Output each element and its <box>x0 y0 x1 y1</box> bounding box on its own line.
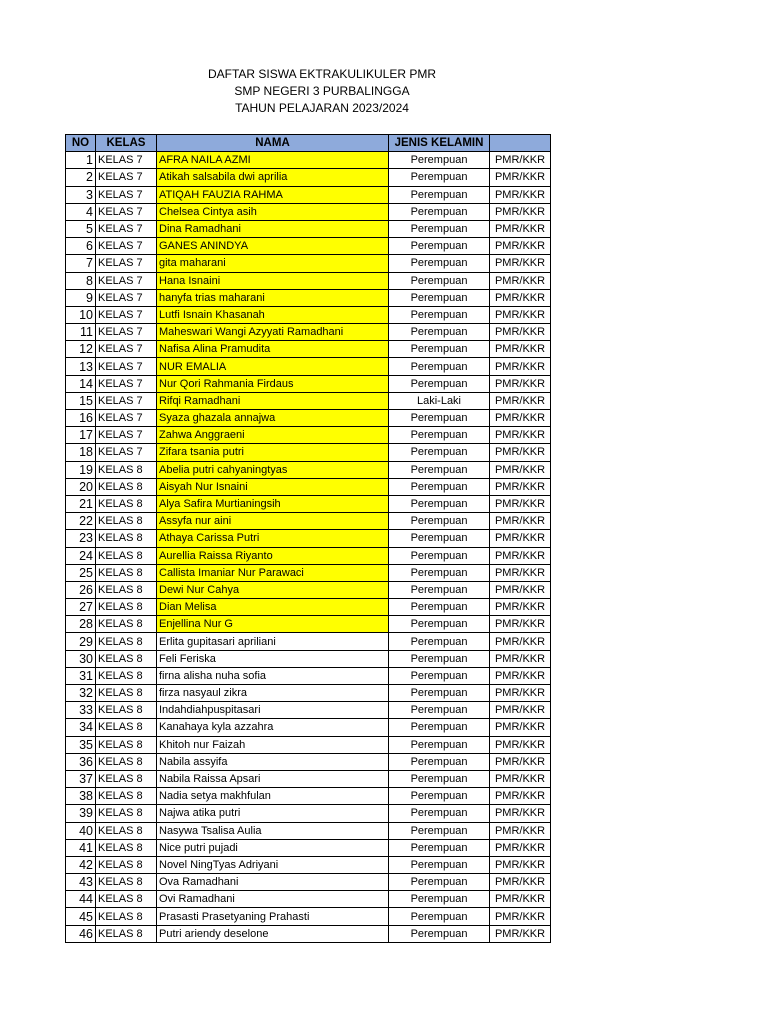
cell-no: 40 <box>66 822 96 839</box>
cell-kelas: KELAS 7 <box>96 375 157 392</box>
table-row <box>66 152 551 169</box>
cell-keterangan: PMR/KKR <box>490 169 551 186</box>
cell-keterangan: PMR/KKR <box>490 392 551 409</box>
cell-jenis-kelamin: Perempuan <box>389 220 490 237</box>
cell-kelas: KELAS 8 <box>96 495 157 512</box>
table-row <box>66 685 551 702</box>
cell-kelas: KELAS 7 <box>96 152 157 169</box>
table-row <box>66 255 551 272</box>
header-nama: NAMA <box>157 135 389 152</box>
cell-kelas: KELAS 8 <box>96 547 157 564</box>
cell-kelas: KELAS 8 <box>96 616 157 633</box>
cell-no: 46 <box>66 925 96 942</box>
cell-jenis-kelamin: Perempuan <box>389 822 490 839</box>
cell-jenis-kelamin: Perempuan <box>389 169 490 186</box>
cell-kelas: KELAS 7 <box>96 203 157 220</box>
cell-kelas: KELAS 8 <box>96 564 157 581</box>
cell-no: 10 <box>66 306 96 323</box>
table-row <box>66 667 551 684</box>
cell-no: 16 <box>66 410 96 427</box>
cell-kelas: KELAS 8 <box>96 513 157 530</box>
cell-keterangan: PMR/KKR <box>490 856 551 873</box>
cell-no: 37 <box>66 770 96 787</box>
cell-no: 14 <box>66 375 96 392</box>
table-row <box>66 461 551 478</box>
cell-nama: Rifqi Ramadhani <box>157 392 389 409</box>
cell-no: 3 <box>66 186 96 203</box>
cell-no: 21 <box>66 495 96 512</box>
table-row <box>66 169 551 186</box>
cell-no: 27 <box>66 599 96 616</box>
cell-keterangan: PMR/KKR <box>490 324 551 341</box>
cell-no: 13 <box>66 358 96 375</box>
cell-keterangan: PMR/KKR <box>490 513 551 530</box>
table-row <box>66 547 551 564</box>
cell-keterangan: PMR/KKR <box>490 685 551 702</box>
cell-no: 9 <box>66 289 96 306</box>
cell-nama: Novel NingTyas Adriyani <box>157 856 389 873</box>
table-row <box>66 805 551 822</box>
cell-keterangan: PMR/KKR <box>490 306 551 323</box>
header-keterangan <box>490 135 551 152</box>
cell-jenis-kelamin: Perempuan <box>389 856 490 873</box>
cell-jenis-kelamin: Perempuan <box>389 152 490 169</box>
table-row <box>66 444 551 461</box>
cell-nama: Chelsea Cintya asih <box>157 203 389 220</box>
table-row <box>66 289 551 306</box>
cell-no: 45 <box>66 908 96 925</box>
cell-kelas: KELAS 8 <box>96 530 157 547</box>
header-kelas: KELAS <box>96 135 157 152</box>
cell-nama: Erlita gupitasari apriliani <box>157 633 389 650</box>
table-row <box>66 478 551 495</box>
cell-kelas: KELAS 7 <box>96 306 157 323</box>
cell-jenis-kelamin: Perempuan <box>389 495 490 512</box>
cell-jenis-kelamin: Perempuan <box>389 719 490 736</box>
cell-nama: Nabila Raissa Apsari <box>157 770 389 787</box>
table-row <box>66 186 551 203</box>
cell-jenis-kelamin: Perempuan <box>389 530 490 547</box>
table-row <box>66 358 551 375</box>
table-row <box>66 392 551 409</box>
cell-jenis-kelamin: Perempuan <box>389 255 490 272</box>
cell-nama: Hana Isnaini <box>157 272 389 289</box>
cell-nama: Nasywa Tsalisa Aulia <box>157 822 389 839</box>
cell-keterangan: PMR/KKR <box>490 839 551 856</box>
cell-keterangan: PMR/KKR <box>490 186 551 203</box>
cell-keterangan: PMR/KKR <box>490 203 551 220</box>
cell-no: 32 <box>66 685 96 702</box>
cell-no: 41 <box>66 839 96 856</box>
cell-nama: Ova Ramadhani <box>157 874 389 891</box>
cell-keterangan: PMR/KKR <box>490 891 551 908</box>
cell-no: 35 <box>66 736 96 753</box>
cell-keterangan: PMR/KKR <box>490 478 551 495</box>
cell-keterangan: PMR/KKR <box>490 375 551 392</box>
cell-no: 25 <box>66 564 96 581</box>
cell-kelas: KELAS 8 <box>96 856 157 873</box>
cell-jenis-kelamin: Perempuan <box>389 444 490 461</box>
cell-keterangan: PMR/KKR <box>490 736 551 753</box>
title-line-1: DAFTAR SISWA EKTRAKULIKULER PMR <box>207 67 437 81</box>
table-header-row <box>66 135 551 152</box>
table-row <box>66 788 551 805</box>
cell-jenis-kelamin: Perempuan <box>389 478 490 495</box>
cell-no: 29 <box>66 633 96 650</box>
cell-nama: Dian Melisa <box>157 599 389 616</box>
cell-jenis-kelamin: Perempuan <box>389 891 490 908</box>
cell-kelas: KELAS 8 <box>96 736 157 753</box>
table-row <box>66 770 551 787</box>
cell-no: 38 <box>66 788 96 805</box>
table-row <box>66 220 551 237</box>
cell-kelas: KELAS 8 <box>96 702 157 719</box>
cell-kelas: KELAS 7 <box>96 186 157 203</box>
cell-nama: Khitoh nur Faizah <box>157 736 389 753</box>
cell-no: 20 <box>66 478 96 495</box>
cell-jenis-kelamin: Perempuan <box>389 186 490 203</box>
table-row <box>66 908 551 925</box>
cell-no: 39 <box>66 805 96 822</box>
cell-kelas: KELAS 8 <box>96 461 157 478</box>
cell-jenis-kelamin: Perempuan <box>389 753 490 770</box>
cell-keterangan: PMR/KKR <box>490 874 551 891</box>
cell-no: 26 <box>66 581 96 598</box>
cell-kelas: KELAS 8 <box>96 925 157 942</box>
cell-nama: gita maharani <box>157 255 389 272</box>
cell-nama: firna alisha nuha sofia <box>157 667 389 684</box>
cell-nama: Alya Safira Murtianingsih <box>157 495 389 512</box>
cell-keterangan: PMR/KKR <box>490 702 551 719</box>
cell-nama: Zifara tsania putri <box>157 444 389 461</box>
cell-nama: Ovi Ramadhani <box>157 891 389 908</box>
cell-keterangan: PMR/KKR <box>490 547 551 564</box>
cell-kelas: KELAS 8 <box>96 891 157 908</box>
cell-nama: Aisyah Nur Isnaini <box>157 478 389 495</box>
cell-nama: Maheswari Wangi Azyyati Ramadhani <box>157 324 389 341</box>
cell-jenis-kelamin: Perempuan <box>389 770 490 787</box>
table-row <box>66 736 551 753</box>
cell-kelas: KELAS 8 <box>96 874 157 891</box>
cell-nama: Callista Imaniar Nur Parawaci <box>157 564 389 581</box>
table-row <box>66 702 551 719</box>
cell-nama: Feli Feriska <box>157 650 389 667</box>
cell-kelas: KELAS 8 <box>96 770 157 787</box>
cell-jenis-kelamin: Perempuan <box>389 358 490 375</box>
cell-nama: Atikah salsabila dwi aprilia <box>157 169 389 186</box>
title-line-3: TAHUN PELAJARAN 2023/2024 <box>235 101 409 115</box>
cell-nama: Indahdiahpuspitasari <box>157 702 389 719</box>
cell-jenis-kelamin: Perempuan <box>389 685 490 702</box>
cell-jenis-kelamin: Perempuan <box>389 874 490 891</box>
cell-no: 33 <box>66 702 96 719</box>
table-row <box>66 238 551 255</box>
cell-kelas: KELAS 8 <box>96 667 157 684</box>
table-row <box>66 581 551 598</box>
cell-keterangan: PMR/KKR <box>490 444 551 461</box>
cell-kelas: KELAS 8 <box>96 581 157 598</box>
cell-nama: Nur Qori Rahmania Firdaus <box>157 375 389 392</box>
cell-jenis-kelamin: Perempuan <box>389 581 490 598</box>
cell-kelas: KELAS 7 <box>96 272 157 289</box>
table-row <box>66 753 551 770</box>
table-row <box>66 633 551 650</box>
table-row <box>66 203 551 220</box>
cell-jenis-kelamin: Perempuan <box>389 564 490 581</box>
cell-nama: hanyfa trias maharani <box>157 289 389 306</box>
cell-nama: ATIQAH FAUZIA RAHMA <box>157 186 389 203</box>
header-no: NO <box>66 135 96 152</box>
cell-keterangan: PMR/KKR <box>490 410 551 427</box>
cell-no: 24 <box>66 547 96 564</box>
cell-keterangan: PMR/KKR <box>490 908 551 925</box>
cell-no: 34 <box>66 719 96 736</box>
cell-no: 2 <box>66 169 96 186</box>
cell-no: 22 <box>66 513 96 530</box>
cell-nama: Nadia setya makhfulan <box>157 788 389 805</box>
table-row <box>66 925 551 942</box>
cell-kelas: KELAS 7 <box>96 392 157 409</box>
cell-no: 15 <box>66 392 96 409</box>
cell-nama: Dewi Nur Cahya <box>157 581 389 598</box>
cell-no: 4 <box>66 203 96 220</box>
cell-keterangan: PMR/KKR <box>490 341 551 358</box>
cell-keterangan: PMR/KKR <box>490 581 551 598</box>
cell-jenis-kelamin: Perempuan <box>389 736 490 753</box>
cell-kelas: KELAS 8 <box>96 822 157 839</box>
cell-jenis-kelamin: Perempuan <box>389 341 490 358</box>
table-row <box>66 616 551 633</box>
cell-kelas: KELAS 8 <box>96 839 157 856</box>
table-row <box>66 564 551 581</box>
cell-kelas: KELAS 8 <box>96 908 157 925</box>
cell-kelas: KELAS 7 <box>96 169 157 186</box>
cell-jenis-kelamin: Perempuan <box>389 513 490 530</box>
cell-nama: GANES ANINDYA <box>157 238 389 255</box>
cell-keterangan: PMR/KKR <box>490 805 551 822</box>
cell-no: 17 <box>66 427 96 444</box>
cell-no: 8 <box>66 272 96 289</box>
cell-jenis-kelamin: Perempuan <box>389 238 490 255</box>
cell-keterangan: PMR/KKR <box>490 358 551 375</box>
cell-keterangan: PMR/KKR <box>490 289 551 306</box>
table-row <box>66 719 551 736</box>
cell-kelas: KELAS 7 <box>96 289 157 306</box>
cell-jenis-kelamin: Laki-Laki <box>389 392 490 409</box>
cell-kelas: KELAS 8 <box>96 650 157 667</box>
cell-nama: Najwa atika putri <box>157 805 389 822</box>
cell-kelas: KELAS 8 <box>96 719 157 736</box>
header-jenis-kelamin: JENIS KELAMIN <box>389 135 490 152</box>
cell-kelas: KELAS 7 <box>96 444 157 461</box>
cell-jenis-kelamin: Perempuan <box>389 461 490 478</box>
cell-nama: Syaza ghazala annajwa <box>157 410 389 427</box>
cell-jenis-kelamin: Perempuan <box>389 410 490 427</box>
cell-kelas: KELAS 8 <box>96 685 157 702</box>
table-row <box>66 324 551 341</box>
cell-kelas: KELAS 8 <box>96 599 157 616</box>
cell-nama: firza nasyaul zikra <box>157 685 389 702</box>
cell-no: 18 <box>66 444 96 461</box>
cell-no: 30 <box>66 650 96 667</box>
cell-jenis-kelamin: Perempuan <box>389 667 490 684</box>
cell-jenis-kelamin: Perempuan <box>389 908 490 925</box>
cell-keterangan: PMR/KKR <box>490 152 551 169</box>
cell-jenis-kelamin: Perempuan <box>389 702 490 719</box>
cell-jenis-kelamin: Perempuan <box>389 547 490 564</box>
table-row <box>66 856 551 873</box>
cell-no: 31 <box>66 667 96 684</box>
cell-nama: Nice putri pujadi <box>157 839 389 856</box>
table-row <box>66 513 551 530</box>
cell-kelas: KELAS 7 <box>96 358 157 375</box>
title-line-2: SMP NEGERI 3 PURBALINGGA <box>234 84 410 98</box>
cell-jenis-kelamin: Perempuan <box>389 599 490 616</box>
cell-no: 12 <box>66 341 96 358</box>
table-row <box>66 272 551 289</box>
cell-jenis-kelamin: Perempuan <box>389 324 490 341</box>
cell-jenis-kelamin: Perempuan <box>389 289 490 306</box>
cell-jenis-kelamin: Perempuan <box>389 633 490 650</box>
cell-keterangan: PMR/KKR <box>490 530 551 547</box>
cell-nama: Assyfa nur aini <box>157 513 389 530</box>
table-row <box>66 427 551 444</box>
cell-no: 1 <box>66 152 96 169</box>
cell-keterangan: PMR/KKR <box>490 220 551 237</box>
cell-nama: AFRA NAILA AZMI <box>157 152 389 169</box>
cell-no: 11 <box>66 324 96 341</box>
cell-nama: Prasasti Prasetyaning Prahasti <box>157 908 389 925</box>
cell-kelas: KELAS 7 <box>96 324 157 341</box>
cell-nama: Abelia putri cahyaningtyas <box>157 461 389 478</box>
cell-kelas: KELAS 7 <box>96 238 157 255</box>
cell-jenis-kelamin: Perempuan <box>389 272 490 289</box>
cell-keterangan: PMR/KKR <box>490 667 551 684</box>
student-table <box>65 134 551 943</box>
cell-jenis-kelamin: Perempuan <box>389 203 490 220</box>
table-row <box>66 495 551 512</box>
cell-no: 5 <box>66 220 96 237</box>
table-row <box>66 341 551 358</box>
cell-jenis-kelamin: Perempuan <box>389 805 490 822</box>
table-row <box>66 839 551 856</box>
cell-keterangan: PMR/KKR <box>490 753 551 770</box>
cell-nama: Enjellina Nur G <box>157 616 389 633</box>
table-row <box>66 375 551 392</box>
cell-keterangan: PMR/KKR <box>490 770 551 787</box>
cell-keterangan: PMR/KKR <box>490 650 551 667</box>
cell-no: 19 <box>66 461 96 478</box>
cell-keterangan: PMR/KKR <box>490 599 551 616</box>
cell-jenis-kelamin: Perempuan <box>389 306 490 323</box>
cell-nama: Lutfi Isnain Khasanah <box>157 306 389 323</box>
table-row <box>66 599 551 616</box>
cell-no: 43 <box>66 874 96 891</box>
cell-kelas: KELAS 8 <box>96 633 157 650</box>
cell-keterangan: PMR/KKR <box>490 272 551 289</box>
cell-keterangan: PMR/KKR <box>490 633 551 650</box>
cell-nama: Nabila assyifa <box>157 753 389 770</box>
cell-keterangan: PMR/KKR <box>490 495 551 512</box>
cell-no: 44 <box>66 891 96 908</box>
cell-keterangan: PMR/KKR <box>490 238 551 255</box>
cell-no: 7 <box>66 255 96 272</box>
table-row <box>66 822 551 839</box>
cell-keterangan: PMR/KKR <box>490 788 551 805</box>
cell-kelas: KELAS 8 <box>96 753 157 770</box>
cell-nama: Dina Ramadhani <box>157 220 389 237</box>
cell-nama: Zahwa Anggraeni <box>157 427 389 444</box>
table-row <box>66 891 551 908</box>
cell-jenis-kelamin: Perempuan <box>389 925 490 942</box>
cell-jenis-kelamin: Perempuan <box>389 650 490 667</box>
cell-kelas: KELAS 7 <box>96 427 157 444</box>
cell-jenis-kelamin: Perempuan <box>389 375 490 392</box>
cell-keterangan: PMR/KKR <box>490 564 551 581</box>
cell-nama: NUR EMALIA <box>157 358 389 375</box>
cell-no: 36 <box>66 753 96 770</box>
cell-jenis-kelamin: Perempuan <box>389 788 490 805</box>
cell-kelas: KELAS 7 <box>96 410 157 427</box>
cell-nama: Athaya Carissa Putri <box>157 530 389 547</box>
cell-jenis-kelamin: Perempuan <box>389 427 490 444</box>
cell-no: 23 <box>66 530 96 547</box>
cell-jenis-kelamin: Perempuan <box>389 839 490 856</box>
table-row <box>66 530 551 547</box>
cell-kelas: KELAS 8 <box>96 788 157 805</box>
cell-kelas: KELAS 8 <box>96 478 157 495</box>
cell-nama: Putri ariendy deselone <box>157 925 389 942</box>
cell-keterangan: PMR/KKR <box>490 427 551 444</box>
table-row <box>66 650 551 667</box>
cell-nama: Nafisa Alina Pramudita <box>157 341 389 358</box>
cell-keterangan: PMR/KKR <box>490 461 551 478</box>
cell-keterangan: PMR/KKR <box>490 616 551 633</box>
cell-keterangan: PMR/KKR <box>490 719 551 736</box>
cell-no: 42 <box>66 856 96 873</box>
cell-no: 6 <box>66 238 96 255</box>
cell-jenis-kelamin: Perempuan <box>389 616 490 633</box>
cell-nama: Kanahaya kyla azzahra <box>157 719 389 736</box>
cell-keterangan: PMR/KKR <box>490 255 551 272</box>
table-row <box>66 874 551 891</box>
table-row <box>66 410 551 427</box>
cell-nama: Aurellia Raissa Riyanto <box>157 547 389 564</box>
cell-no: 28 <box>66 616 96 633</box>
cell-keterangan: PMR/KKR <box>490 925 551 942</box>
cell-kelas: KELAS 7 <box>96 341 157 358</box>
table-row <box>66 306 551 323</box>
cell-keterangan: PMR/KKR <box>490 822 551 839</box>
cell-kelas: KELAS 7 <box>96 220 157 237</box>
cell-kelas: KELAS 7 <box>96 255 157 272</box>
cell-kelas: KELAS 8 <box>96 805 157 822</box>
